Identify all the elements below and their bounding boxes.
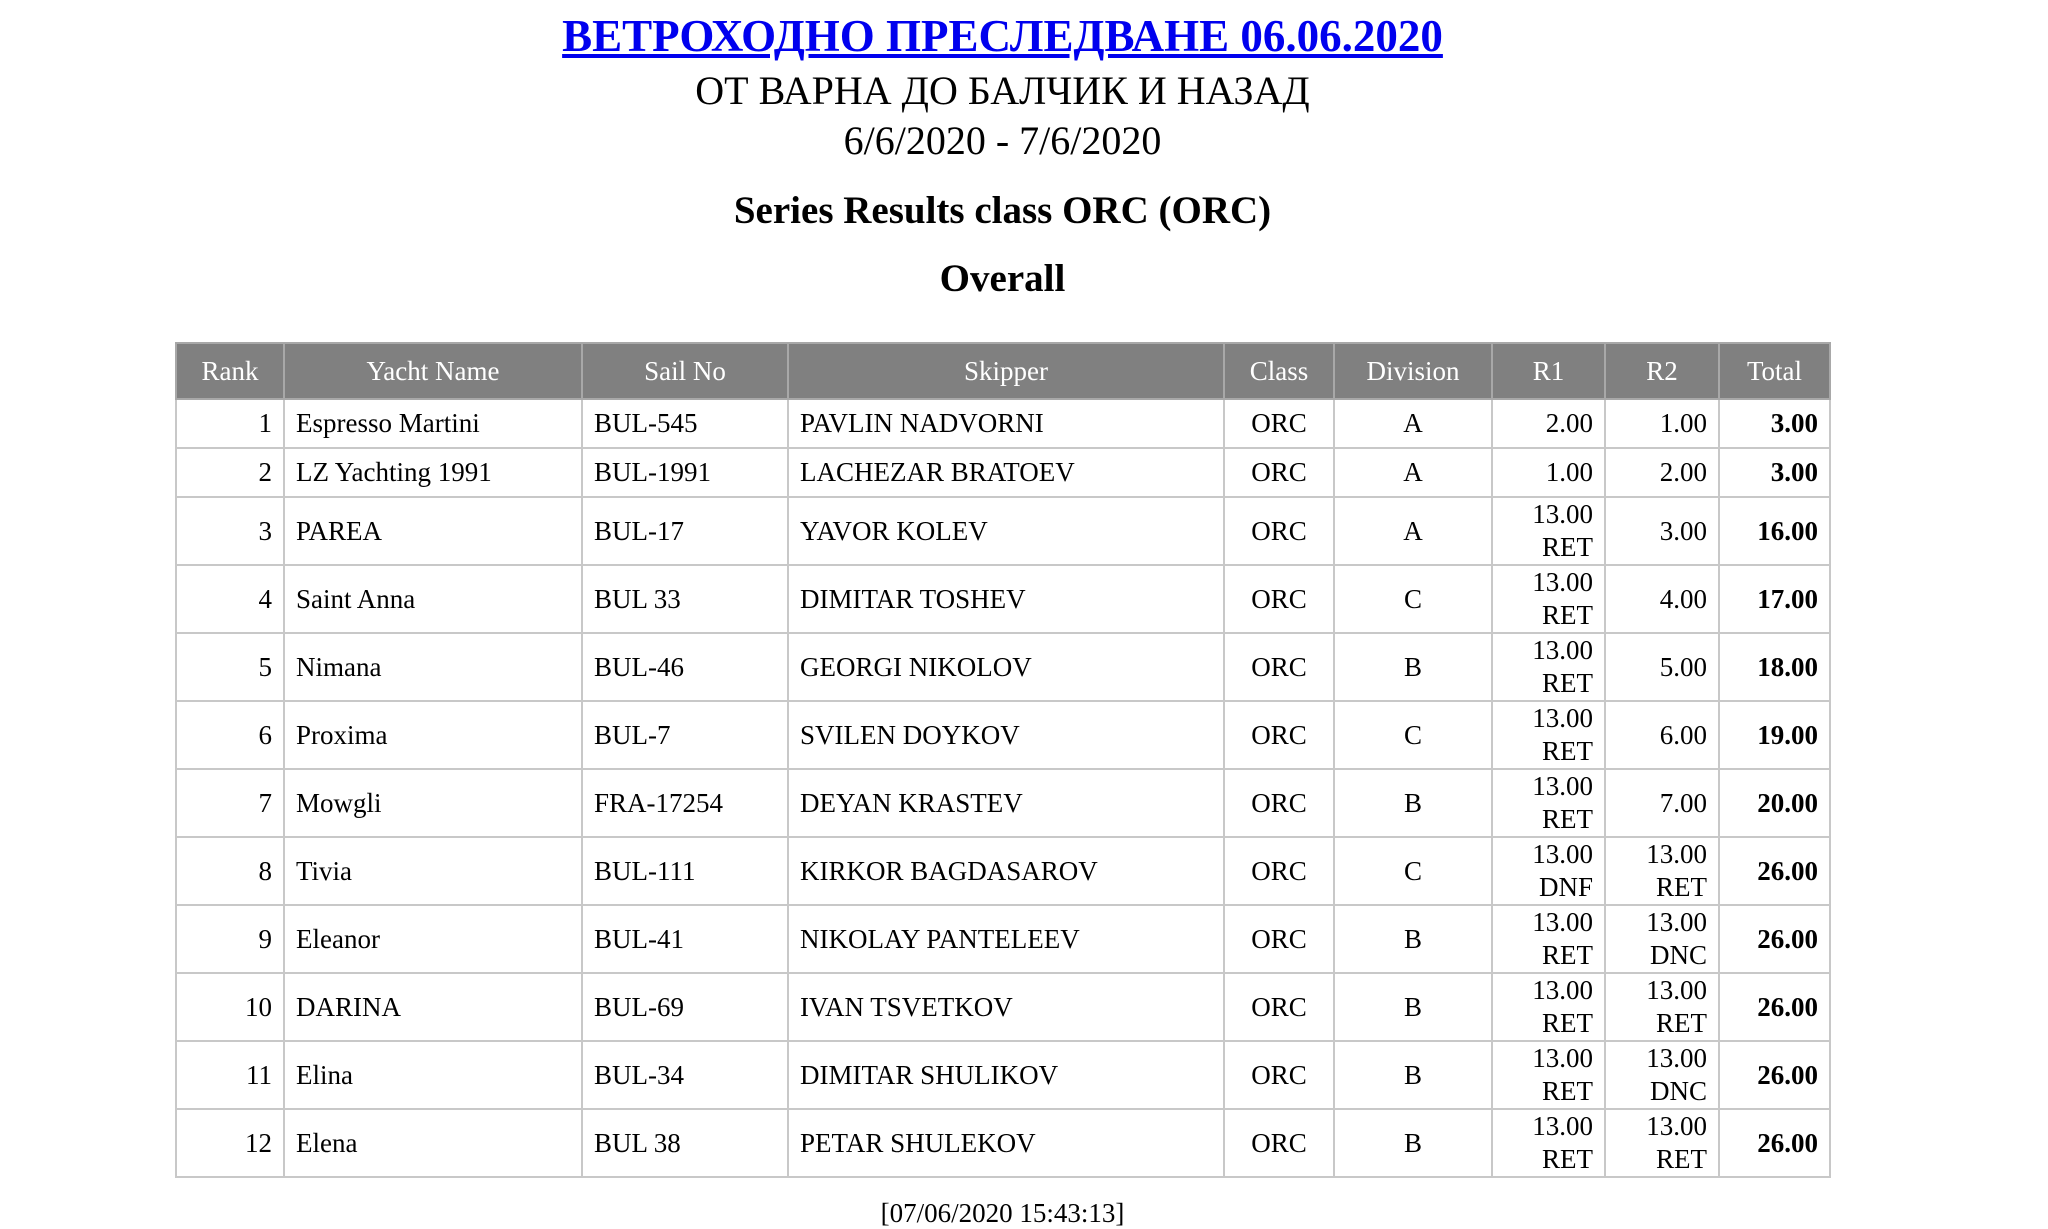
cell-r1 xyxy=(1492,973,1605,1041)
cell-r2-score: 13.00 xyxy=(1646,839,1707,869)
cell-r1 xyxy=(1492,448,1605,497)
cell-yacht-name: Eleanor xyxy=(284,905,582,973)
cell-r2-score: 3.00 xyxy=(1659,515,1707,546)
cell-skipper: PAVLIN NADVORNI xyxy=(788,399,1224,448)
cell-r1 xyxy=(1492,905,1605,973)
cell-division: A xyxy=(1334,448,1492,497)
cell-r2-score: 7.00 xyxy=(1659,787,1707,818)
table-row xyxy=(176,497,1830,565)
cell-sail-no: BUL-46 xyxy=(582,633,788,701)
cell-total: 17.00 xyxy=(1719,565,1830,633)
cell-rank: 8 xyxy=(176,837,284,905)
cell-r2-score: 1.00 xyxy=(1659,408,1707,438)
cell-division: C xyxy=(1334,701,1492,769)
cell-r2 xyxy=(1605,769,1719,837)
cell-r1 xyxy=(1492,701,1605,769)
cell-class: ORC xyxy=(1224,399,1334,448)
cell-total: 26.00 xyxy=(1719,1041,1830,1109)
cell-rank: 12 xyxy=(176,1109,284,1177)
cell-r2 xyxy=(1605,837,1719,905)
cell-total: 18.00 xyxy=(1719,633,1830,701)
cell-r2-code: RET xyxy=(1656,872,1707,902)
cell-r1-score: 13.00 xyxy=(1532,635,1593,665)
cell-total: 3.00 xyxy=(1719,399,1830,448)
column-header-yacht-name: Yacht Name xyxy=(284,343,582,399)
cell-r2-score: 5.00 xyxy=(1659,651,1707,682)
cell-yacht-name: Espresso Martini xyxy=(284,399,582,448)
cell-class: ORC xyxy=(1224,701,1334,769)
cell-r2-score: 2.00 xyxy=(1659,457,1707,487)
column-header-skipper: Skipper xyxy=(788,343,1224,399)
cell-division: A xyxy=(1334,497,1492,565)
cell-skipper: GEORGI NIKOLOV xyxy=(788,633,1224,701)
cell-division: B xyxy=(1334,769,1492,837)
cell-sail-no: FRA-17254 xyxy=(582,769,788,837)
cell-r1-code: RET xyxy=(1542,668,1593,698)
cell-r1-code: RET xyxy=(1542,736,1593,766)
cell-r1-score: 2.00 xyxy=(1545,408,1593,438)
cell-skipper: DIMITAR SHULIKOV xyxy=(788,1041,1224,1109)
cell-total: 19.00 xyxy=(1719,701,1830,769)
cell-r2 xyxy=(1605,1109,1719,1177)
cell-r1-code: RET xyxy=(1542,804,1593,834)
timestamp: [07/06/2020 15:43:13] xyxy=(880,1198,1125,1228)
cell-r2-score: 6.00 xyxy=(1659,719,1707,750)
cell-skipper: YAVOR KOLEV xyxy=(788,497,1224,565)
column-header-r2: R2 xyxy=(1605,343,1719,399)
cell-skipper: DEYAN KRASTEV xyxy=(788,769,1224,837)
cell-sail-no: BUL-69 xyxy=(582,973,788,1041)
cell-sail-no: BUL 38 xyxy=(582,1109,788,1177)
cell-r1 xyxy=(1492,565,1605,633)
cell-rank: 6 xyxy=(176,701,284,769)
cell-r1-score: 13.00 xyxy=(1532,975,1593,1005)
cell-r2-score: 13.00 xyxy=(1646,1043,1707,1073)
cell-yacht-name: Elina xyxy=(284,1041,582,1109)
cell-r1-score: 13.00 xyxy=(1532,1043,1593,1073)
cell-skipper: NIKOLAY PANTELEEV xyxy=(788,905,1224,973)
cell-skipper: LACHEZAR BRATOEV xyxy=(788,448,1224,497)
cell-sail-no: BUL-34 xyxy=(582,1041,788,1109)
cell-yacht-name: Saint Anna xyxy=(284,565,582,633)
cell-class: ORC xyxy=(1224,448,1334,497)
table-header-row xyxy=(176,343,1830,399)
table-row xyxy=(176,973,1830,1041)
cell-yacht-name: Tivia xyxy=(284,837,582,905)
cell-r1-score: 13.00 xyxy=(1532,907,1593,937)
table-row xyxy=(176,701,1830,769)
cell-sail-no: BUL-111 xyxy=(582,837,788,905)
cell-r1 xyxy=(1492,497,1605,565)
cell-r2 xyxy=(1605,701,1719,769)
cell-division: C xyxy=(1334,565,1492,633)
cell-skipper: IVAN TSVETKOV xyxy=(788,973,1224,1041)
cell-r2 xyxy=(1605,1041,1719,1109)
cell-sail-no: BUL 33 xyxy=(582,565,788,633)
cell-yacht-name: LZ Yachting 1991 xyxy=(284,448,582,497)
table-row xyxy=(176,399,1830,448)
cell-r1-score: 13.00 xyxy=(1532,839,1593,869)
cell-class: ORC xyxy=(1224,497,1334,565)
table-row xyxy=(176,633,1830,701)
cell-r1-score: 13.00 xyxy=(1532,1111,1593,1141)
cell-class: ORC xyxy=(1224,1109,1334,1177)
cell-skipper: KIRKOR BAGDASAROV xyxy=(788,837,1224,905)
cell-rank: 10 xyxy=(176,973,284,1041)
cell-yacht-name: Elena xyxy=(284,1109,582,1177)
cell-class: ORC xyxy=(1224,565,1334,633)
cell-r1 xyxy=(1492,399,1605,448)
table-row xyxy=(176,448,1830,497)
cell-rank: 11 xyxy=(176,1041,284,1109)
cell-r1-code: RET xyxy=(1542,600,1593,630)
cell-yacht-name: DARINA xyxy=(284,973,582,1041)
cell-division: B xyxy=(1334,905,1492,973)
overall-heading: Overall xyxy=(939,257,1066,300)
cell-sail-no: BUL-17 xyxy=(582,497,788,565)
cell-class: ORC xyxy=(1224,837,1334,905)
cell-sail-no: BUL-41 xyxy=(582,905,788,973)
cell-class: ORC xyxy=(1224,769,1334,837)
cell-rank: 7 xyxy=(176,769,284,837)
cell-total: 26.00 xyxy=(1719,837,1830,905)
cell-total: 20.00 xyxy=(1719,769,1830,837)
cell-r2 xyxy=(1605,448,1719,497)
cell-total: 16.00 xyxy=(1719,497,1830,565)
cell-r1-code: RET xyxy=(1542,1008,1593,1038)
cell-yacht-name: Nimana xyxy=(284,633,582,701)
cell-total: 26.00 xyxy=(1719,905,1830,973)
date-range: 6/6/2020 - 7/6/2020 xyxy=(843,118,1162,163)
cell-r2-code: RET xyxy=(1656,1008,1707,1038)
cell-r1-score: 13.00 xyxy=(1532,771,1593,801)
cell-r1-code: RET xyxy=(1542,1076,1593,1106)
cell-rank: 1 xyxy=(176,399,284,448)
cell-sail-no: BUL-1991 xyxy=(582,448,788,497)
table-row xyxy=(176,565,1830,633)
cell-rank: 9 xyxy=(176,905,284,973)
cell-rank: 5 xyxy=(176,633,284,701)
results-table xyxy=(175,342,1831,1178)
event-title-link[interactable]: ВЕТРОХОДНО ПРЕСЛЕДВАНЕ 06.06.2020 xyxy=(562,11,1443,61)
cell-total: 26.00 xyxy=(1719,973,1830,1041)
cell-r2-score: 13.00 xyxy=(1646,1111,1707,1141)
cell-skipper: DIMITAR TOSHEV xyxy=(788,565,1224,633)
cell-r2-score: 13.00 xyxy=(1646,975,1707,1005)
cell-r2-score: 13.00 xyxy=(1646,907,1707,937)
cell-division: B xyxy=(1334,1109,1492,1177)
cell-r1 xyxy=(1492,769,1605,837)
table-row xyxy=(176,769,1830,837)
cell-rank: 4 xyxy=(176,565,284,633)
cell-class: ORC xyxy=(1224,973,1334,1041)
cell-class: ORC xyxy=(1224,633,1334,701)
cell-r1-code: DNF xyxy=(1538,872,1593,902)
route-subtitle: ОТ ВАРНА ДО БАЛЧИК И НАЗАД xyxy=(695,68,1310,113)
cell-r2 xyxy=(1605,973,1719,1041)
event-title xyxy=(0,8,2005,64)
cell-r1 xyxy=(1492,837,1605,905)
cell-division: A xyxy=(1334,399,1492,448)
column-header-r1: R1 xyxy=(1492,343,1605,399)
cell-r1-score: 1.00 xyxy=(1545,457,1593,487)
cell-class: ORC xyxy=(1224,1041,1334,1109)
cell-r2 xyxy=(1605,399,1719,448)
cell-r1 xyxy=(1492,1041,1605,1109)
table-row xyxy=(176,837,1830,905)
cell-rank: 2 xyxy=(176,448,284,497)
cell-r1 xyxy=(1492,1109,1605,1177)
series-heading: Series Results class ORC (ORC) xyxy=(733,189,1272,232)
cell-rank: 3 xyxy=(176,497,284,565)
cell-r2 xyxy=(1605,633,1719,701)
cell-r2 xyxy=(1605,497,1719,565)
table-row xyxy=(176,1109,1830,1177)
cell-skipper: PETAR SHULEKOV xyxy=(788,1109,1224,1177)
table-row xyxy=(176,1041,1830,1109)
cell-r1-score: 13.00 xyxy=(1532,499,1593,529)
cell-sail-no: BUL-7 xyxy=(582,701,788,769)
cell-r1-score: 13.00 xyxy=(1532,567,1593,597)
cell-total: 26.00 xyxy=(1719,1109,1830,1177)
column-header-sail-no: Sail No xyxy=(582,343,788,399)
cell-yacht-name: Proxima xyxy=(284,701,582,769)
cell-r2-code: DNC xyxy=(1649,940,1707,970)
cell-r2 xyxy=(1605,565,1719,633)
cell-skipper: SVILEN DOYKOV xyxy=(788,701,1224,769)
cell-class: ORC xyxy=(1224,905,1334,973)
results-body xyxy=(176,399,1830,1177)
cell-r1-code: RET xyxy=(1542,1144,1593,1174)
cell-division: B xyxy=(1334,973,1492,1041)
cell-r1-code: RET xyxy=(1542,532,1593,562)
cell-division: C xyxy=(1334,837,1492,905)
cell-r2-code: DNC xyxy=(1649,1076,1707,1106)
cell-yacht-name: Mowgli xyxy=(284,769,582,837)
cell-r2 xyxy=(1605,905,1719,973)
cell-r1 xyxy=(1492,633,1605,701)
column-header-total: Total xyxy=(1719,343,1830,399)
table-row xyxy=(176,905,1830,973)
cell-total: 3.00 xyxy=(1719,448,1830,497)
cell-division: B xyxy=(1334,1041,1492,1109)
column-header-class: Class xyxy=(1224,343,1334,399)
cell-yacht-name: PAREA xyxy=(284,497,582,565)
cell-r1-score: 13.00 xyxy=(1532,703,1593,733)
cell-sail-no: BUL-545 xyxy=(582,399,788,448)
column-header-rank: Rank xyxy=(176,343,284,399)
cell-r2-score: 4.00 xyxy=(1659,583,1707,614)
cell-r2-code: RET xyxy=(1656,1144,1707,1174)
cell-r1-code: RET xyxy=(1542,940,1593,970)
cell-division: B xyxy=(1334,633,1492,701)
column-header-division: Division xyxy=(1334,343,1492,399)
